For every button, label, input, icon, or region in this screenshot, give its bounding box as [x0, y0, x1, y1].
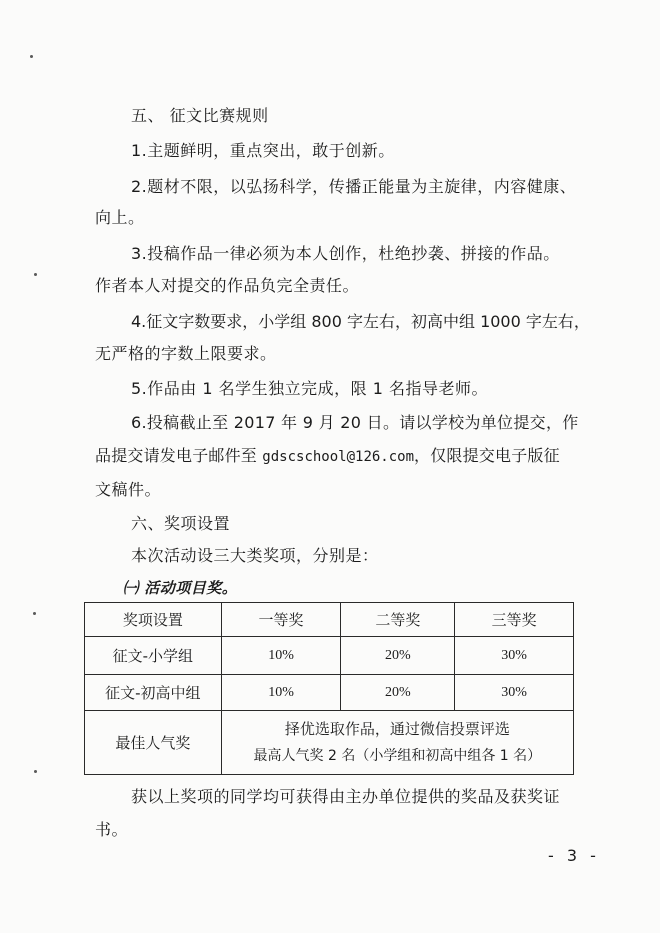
rule-2-line-1: 2.题材不限，以弘扬科学，传播正能量为主旋律，内容健康、: [131, 177, 577, 196]
awards-table-header-row: [85, 603, 574, 637]
table-header-cell: 奖项设置: [85, 603, 222, 637]
rule-6-line-2-suffix: ，仅限提交电子版征: [414, 446, 560, 465]
closing-line-1: 获以上奖项的同学均可获得由主办单位提供的奖品及获奖证: [131, 787, 561, 806]
binding-hole-mark: [34, 770, 37, 773]
email-address: gdscschool@126.com: [262, 449, 415, 465]
table-cell-category: 征文-初高中组: [85, 675, 222, 711]
table-cell-category: 征文-小学组: [85, 637, 222, 675]
section-6-intro: 本次活动设三大类奖项，分别是：: [131, 546, 379, 565]
table-cell-value: 10%: [221, 637, 341, 675]
closing-line-2: 书。: [95, 820, 129, 839]
table-header-cell: 二等奖: [341, 603, 455, 637]
table-cell-value: 10%: [221, 675, 341, 711]
table-cell-value: 20%: [341, 637, 455, 675]
binding-hole-mark: [30, 55, 33, 58]
rule-3-line-1: 3.投稿作品一律必须为本人创作，杜绝抄袭、拼接的作品。: [131, 244, 560, 263]
section-6-subheading: ㈠ 活动项目奖。: [123, 579, 238, 597]
rule-6-line-2: [95, 446, 560, 467]
rule-4-line-2: 无严格的字数上限要求。: [95, 344, 277, 363]
rule-1: 1.主题鲜明，重点突出，敢于创新。: [131, 141, 395, 160]
rule-6-line-1: 6.投稿截止至 2017 年 9 月 20 日。请以学校为单位提交，作: [131, 413, 579, 432]
awards-table: [84, 602, 574, 775]
rule-5: 5.作品由 1 名学生独立完成，限 1 名指导老师。: [131, 379, 488, 398]
section-5-heading: 五、 征文比赛规则: [131, 106, 269, 125]
table-row: [85, 675, 574, 711]
popular-award-line-2: 最高人气奖 2 名（小学组和初高中组各 1 名）: [253, 747, 542, 764]
rule-6-line-3: 文稿件。: [95, 480, 162, 499]
table-cell-category: 最佳人气奖: [85, 711, 222, 775]
rule-4-line-1: 4.征文字数要求，小学组 800 字左右，初高中组 1000 字左右，: [131, 312, 590, 331]
binding-hole-mark: [34, 273, 37, 276]
table-cell-value: 30%: [455, 637, 574, 675]
table-row-popular-award: [85, 711, 574, 775]
table-cell-value: 30%: [455, 675, 574, 711]
rule-2-line-2: 向上。: [95, 208, 145, 227]
rule-3-line-2: 作者本人对提交的作品负完全责任。: [95, 276, 360, 295]
table-row: [85, 637, 574, 675]
section-6-heading: 六、奖项设置: [131, 514, 231, 533]
table-header-cell: 三等奖: [455, 603, 574, 637]
rule-6-line-2-prefix: 品提交请发电子邮件至: [95, 446, 263, 465]
popular-award-description: [221, 711, 573, 775]
table-cell-value: 20%: [341, 675, 455, 711]
binding-hole-mark: [33, 612, 36, 615]
popular-award-line-1: 择优选取作品，通过微信投票评选: [284, 719, 510, 738]
table-header-cell: 一等奖: [221, 603, 341, 637]
page-number: - 3 -: [548, 846, 600, 865]
